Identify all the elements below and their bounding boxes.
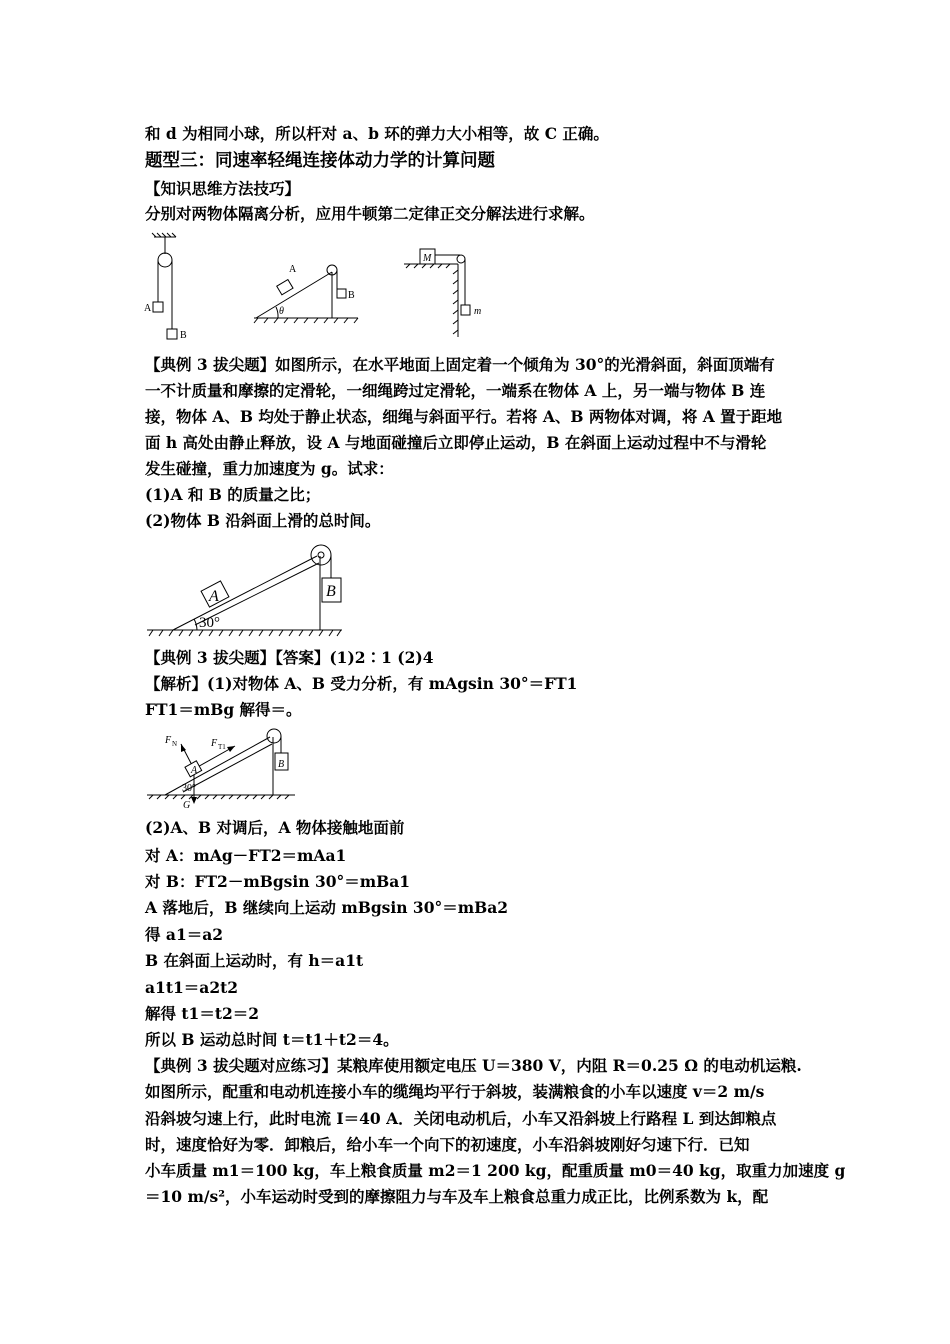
text-line: 解得 t1＝t2＝2 — [145, 1004, 260, 1023]
label-fn: F — [165, 735, 172, 746]
text-line: 所以 B 运动总时间 t＝t1＋t2＝4。 — [145, 1030, 399, 1049]
figure-incline-30 — [145, 541, 345, 638]
text-line: FT1＝mBg 解得＝。 — [145, 700, 302, 719]
text-line: 得 a1＝a2 — [145, 925, 224, 944]
label-m-small: m — [474, 306, 482, 317]
text-line: a1t1＝a2t2 — [145, 978, 239, 997]
text-line: 一不计质量和摩擦的定滑轮，一细绳跨过定滑轮，一端系在物体 A 上，另一端与物体 B 连 — [145, 381, 766, 400]
section-title: 题型三：同速率轻绳连接体动力学的计算问题 — [145, 151, 495, 171]
label-angle: 30° — [199, 615, 220, 631]
label-ft: F — [211, 738, 218, 749]
text-line: 如图所示，配重和电动机连接小车的缆绳均平行于斜坡，装满粮食的小车以速度 v＝2 m/s — [145, 1082, 765, 1101]
text-line: 【解析】(1)对物体 A、B 受力分析，有 mAgsin 30°＝FT1 — [145, 674, 578, 693]
text-line: 对 A：mAg－FT2＝mAa1 — [145, 846, 347, 865]
label-b: B — [348, 290, 355, 301]
figure-force-diagram — [145, 722, 300, 810]
text-line: 发生碰撞，重力加速度为 g。试求： — [145, 459, 394, 478]
text-line: 接，物体 A、B 均处于静止状态，细绳与斜面平行。若将 A、B 两物体对调，将 A 置于距地 — [145, 407, 783, 426]
text-line: (2)物体 B 沿斜面上滑的总时间。 — [145, 511, 381, 530]
figure-incline-pulley — [250, 250, 365, 325]
text-line: 时，速度恰好为零．卸粮后，给小车一个向下的初速度，小车沿斜坡刚好匀速下行．已知 — [145, 1135, 750, 1154]
text-line: A 落地后，B 继续向上运动 mBgsin 30°＝mBa2 — [145, 898, 509, 917]
figure-hanging-pulley — [140, 232, 200, 344]
label-b: B — [326, 583, 336, 600]
text-line: ＝10 m/s²，小车运动时受到的摩擦阻力与车及车上粮食总重力成正比，比例系数为 k，配 — [145, 1187, 769, 1206]
text-line: (1)A 和 B 的质量之比； — [145, 485, 321, 504]
label-a: A — [209, 588, 219, 605]
label-b: B — [180, 330, 187, 341]
label-theta: θ — [279, 306, 284, 317]
text-line: 小车质量 m1＝100 kg，车上粮食质量 m2＝1 200 kg，配重质量 m0＝40 kg，取重力加速度 g — [145, 1161, 846, 1180]
label-m-big: M — [423, 253, 432, 264]
label-fn-sub: N — [172, 740, 178, 748]
text-line: 【典例 3 拔尖题】如图所示，在水平地面上固定着一个倾角为 30°的光滑斜面，斜面顶端有 — [145, 355, 775, 374]
label-angle: 30° — [182, 783, 196, 794]
text-line: 和 d 为相同小球，所以杆对 a、b 环的弹力大小相等，故 C 正确。 — [145, 124, 609, 143]
label-a: A — [191, 765, 198, 776]
figure-table-pulley — [400, 242, 495, 342]
text-line: 对 B：FT2－mBgsin 30°＝mBa1 — [145, 872, 411, 891]
label-ft-sub: T1 — [218, 743, 226, 751]
label-b: B — [278, 759, 285, 770]
text-line: 【典例 3 拔尖题对应练习】某粮库使用额定电压 U＝380 V，内阻 R＝0.25 Ω 的电动机运粮. — [145, 1056, 802, 1075]
answer-line: 【典例 3 拔尖题】【答案】(1)2∶1 (2)4 — [145, 648, 434, 667]
label-a: A — [289, 264, 297, 275]
text-line: 面 h 高处由静止释放，设 A 与地面碰撞后立即停止运动，B 在斜面上运动过程中不与滑轮 — [145, 433, 767, 452]
text-line: (2)A、B 对调后，A 物体接触地面前 — [145, 818, 405, 837]
label-g: G — [183, 800, 191, 810]
subheading: 【知识思维方法技巧】 — [145, 179, 301, 198]
text-line: 分别对两物体隔离分析，应用牛顿第二定律正交分解法进行求解。 — [145, 204, 595, 223]
text-line: 沿斜坡匀速上行，此时电流 I＝40 A．关闭电动机后，小车又沿斜坡上行路程 L 到达卸粮点 — [145, 1109, 777, 1128]
text-line: B 在斜面上运动时，有 h＝a1t — [145, 951, 364, 970]
label-a: A — [144, 303, 152, 314]
